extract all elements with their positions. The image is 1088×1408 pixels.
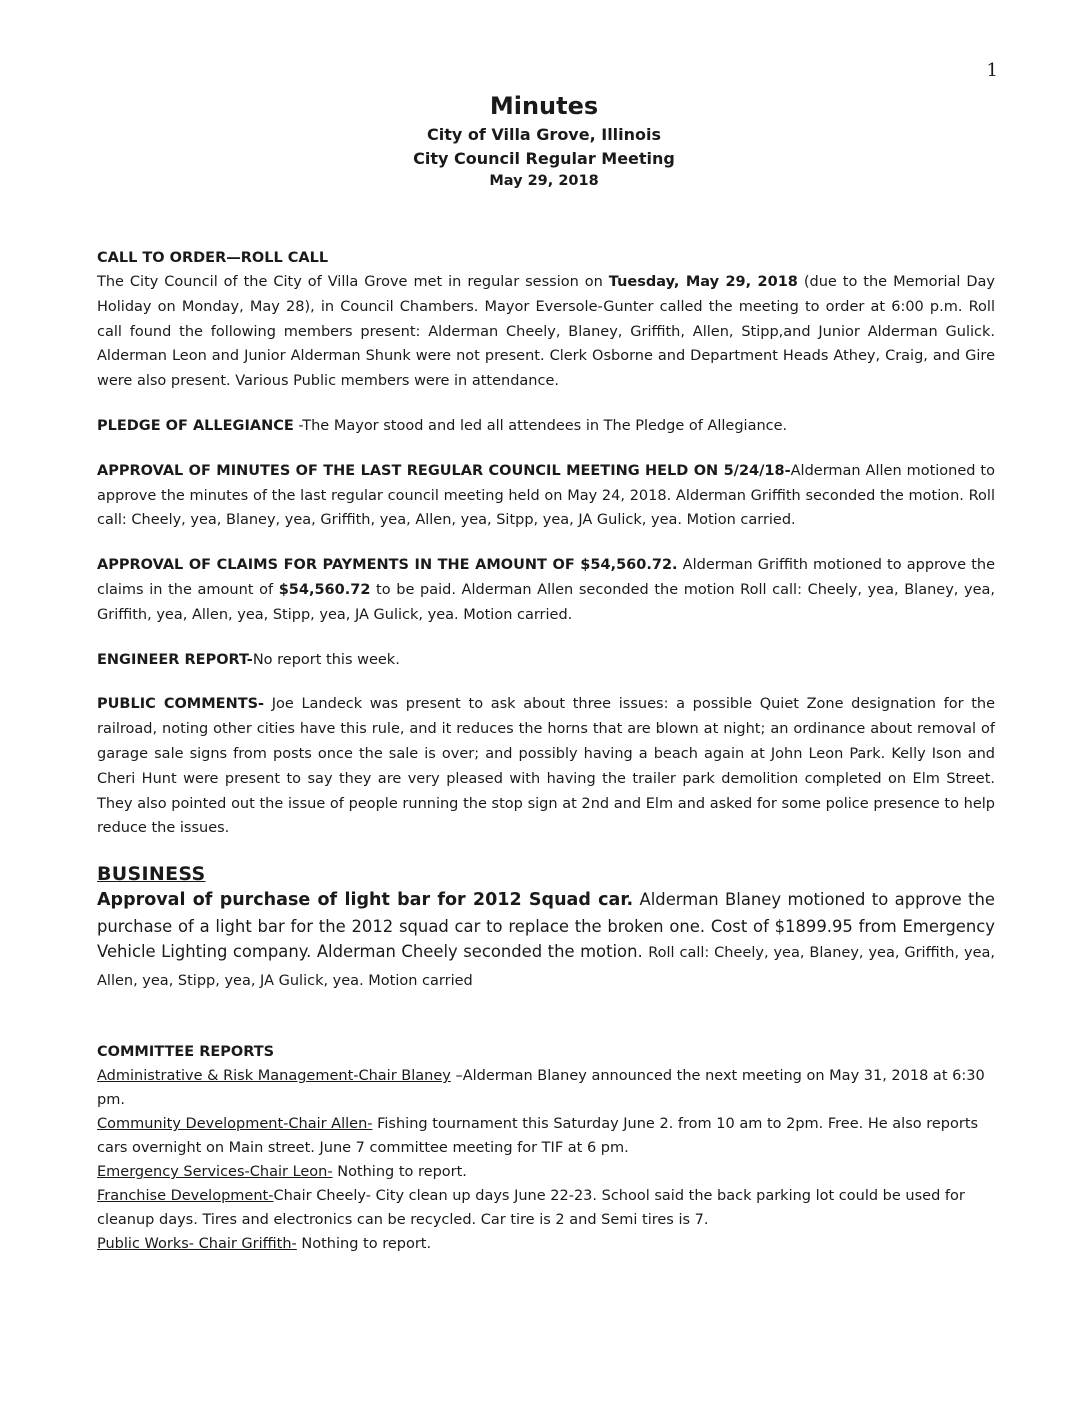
public-comments-text: Joe Landeck was present to ask about three issues: a possible Quiet Zone designation for the railroad, noting other cities have this rule, and it reduces the horns that are blown at night; an ordinance about removal of garage sale signs from posts once the sale is over; and possibly having a beach again at John Leon Park. Kelly Ison and Cheri Hunt were present to say they are very pleased with having the trailer park demolition completed on Elm Street. They also pointed out the issue of people running the stop sign at 2nd and Elm and asked for some police presence to help reduce the issues. — [97, 696, 996, 837]
approval-claims-section — [97, 553, 995, 627]
committee-label: Emergency Services-Chair Leon- — [97, 1164, 333, 1181]
engineer-section — [97, 648, 995, 673]
business-item — [97, 887, 995, 994]
committee-item-franchise — [97, 1184, 995, 1232]
committee-item-community — [97, 1112, 995, 1160]
business-item-title: Approval of purchase of light bar for 2012 Squad car. — [97, 890, 634, 911]
committee-label: Community Development-Chair Allen- — [97, 1116, 373, 1133]
approval-minutes-section — [97, 459, 995, 533]
engineer-text: No report this week. — [252, 651, 400, 668]
pledge-text: -The Mayor stood and led all attendees in The Pledge of Allegiance. — [293, 417, 788, 434]
call-to-order-text-1: The City Council of the City of Villa Grove met in regular session on — [97, 274, 609, 290]
committee-label: Franchise Development- — [97, 1188, 274, 1205]
call-to-order-heading: CALL TO ORDER—ROLL CALL — [97, 250, 329, 266]
document-title: Minutes — [489, 92, 599, 120]
approval-claims-heading: APPROVAL OF CLAIMS FOR PAYMENTS IN THE AMOUNT OF $54,560.72. — [97, 557, 678, 574]
public-comments-section — [97, 692, 995, 841]
committee-text: Nothing to report. — [332, 1164, 467, 1181]
committee-text: Fishing tournament this Saturday June 2. from 10 am to 2pm. Free. He also reports cars overnight on Main street. June 7 committee meeting for TIF at 6 pm. — [97, 1116, 979, 1157]
approval-minutes-heading: APPROVAL OF MINUTES OF THE LAST REGULAR COUNCIL MEETING HELD ON 5/24/18- — [97, 462, 791, 479]
call-to-order-text — [97, 270, 995, 394]
business-heading: BUSINESS — [97, 863, 206, 886]
business-item-text: Alderman Blaney motioned to approve the purchase of a light bar for the 2012 squad car to replace the broken one. Cost of $1899.95 from Emergency Vehicle Lighting company. Alderman Cheely seconded the motion. — [97, 890, 995, 962]
committee-text: –Alderman Blaney announced the next meeting on May 31, 2018 at 6:30 pm. — [97, 1068, 985, 1109]
engineer-heading: ENGINEER REPORT- — [97, 651, 253, 668]
committee-item-emergency — [97, 1160, 995, 1184]
approval-claims-text-2: to be paid. Alderman Allen seconded the motion Roll call: Cheely, yea, Blaney, yea, Griffith, yea, Allen, yea, Stipp, yea, JA Gulick, yea. Motion carried. — [97, 581, 996, 623]
committee-label: Public Works- Chair Griffith- — [97, 1236, 297, 1253]
meeting-date-bold: Tuesday, May 29, 2018 — [608, 274, 798, 290]
committee-heading: COMMITTEE REPORTS — [97, 1044, 275, 1061]
business-item-roll-call: Roll call: Cheely, yea, Blaney, yea, Griffith, yea, Allen, yea, Stipp, yea, JA Gulick, yea. Motion carried — [97, 945, 995, 989]
committee-label: Administrative & Risk Management-Chair Blaney — [97, 1068, 451, 1085]
pledge-heading: PLEDGE OF ALLEGIANCE — [97, 417, 294, 434]
approval-claims-text-1: Alderman Griffith motioned to approve the claims in the amount of — [97, 557, 995, 598]
meeting-type: City Council Regular Meeting — [413, 149, 675, 168]
committee-item-administrative — [97, 1064, 995, 1112]
city-name: City of Villa Grove, Illinois — [426, 125, 662, 144]
pledge-section — [97, 414, 995, 439]
page-number: 1 — [986, 60, 998, 81]
committee-text: Nothing to report. — [296, 1236, 432, 1253]
call-to-order-text-2: (due to the Memorial Day Holiday on Monday, May 28), in Council Chambers. Mayor Eversole-Gunter called the meeting to order at 6:00 p.m. Roll call found the following members present: Alderman Cheely, Blaney, Griffith, Allen, Stipp,and Junior Alderman Gulick. Alderman Leon and Junior Alderman Shunk were not present. Clerk Osborne and Department Heads Athey, Craig, and Gire were also present. Various Public members were in attendance. — [97, 274, 995, 390]
committee-item-public-works — [97, 1232, 995, 1256]
committee-text: Chair Cheely- City clean up days June 22-23. School said the back parking lot could be used for cleanup days. Tires and electronics can be recycled. Car tire is 2 and Semi tires is 7. — [97, 1188, 965, 1229]
public-comments-heading: PUBLIC COMMENTS- — [97, 696, 265, 713]
document-header — [0, 92, 1088, 189]
claims-amount-bold: $54,560.72 — [278, 581, 371, 598]
minutes-body — [97, 246, 995, 1256]
meeting-date: May 29, 2018 — [489, 173, 599, 189]
approval-minutes-text: Alderman Allen motioned to approve the minutes of the last regular council meeting held on May 24, 2018. Alderman Griffith seconded the motion. Roll call: Cheely, yea, Blaney, yea, Griffith, yea, Allen, yea, Sitpp, yea, JA Gulick, yea. Motion carried. — [97, 462, 995, 529]
committee-list — [97, 1064, 995, 1256]
